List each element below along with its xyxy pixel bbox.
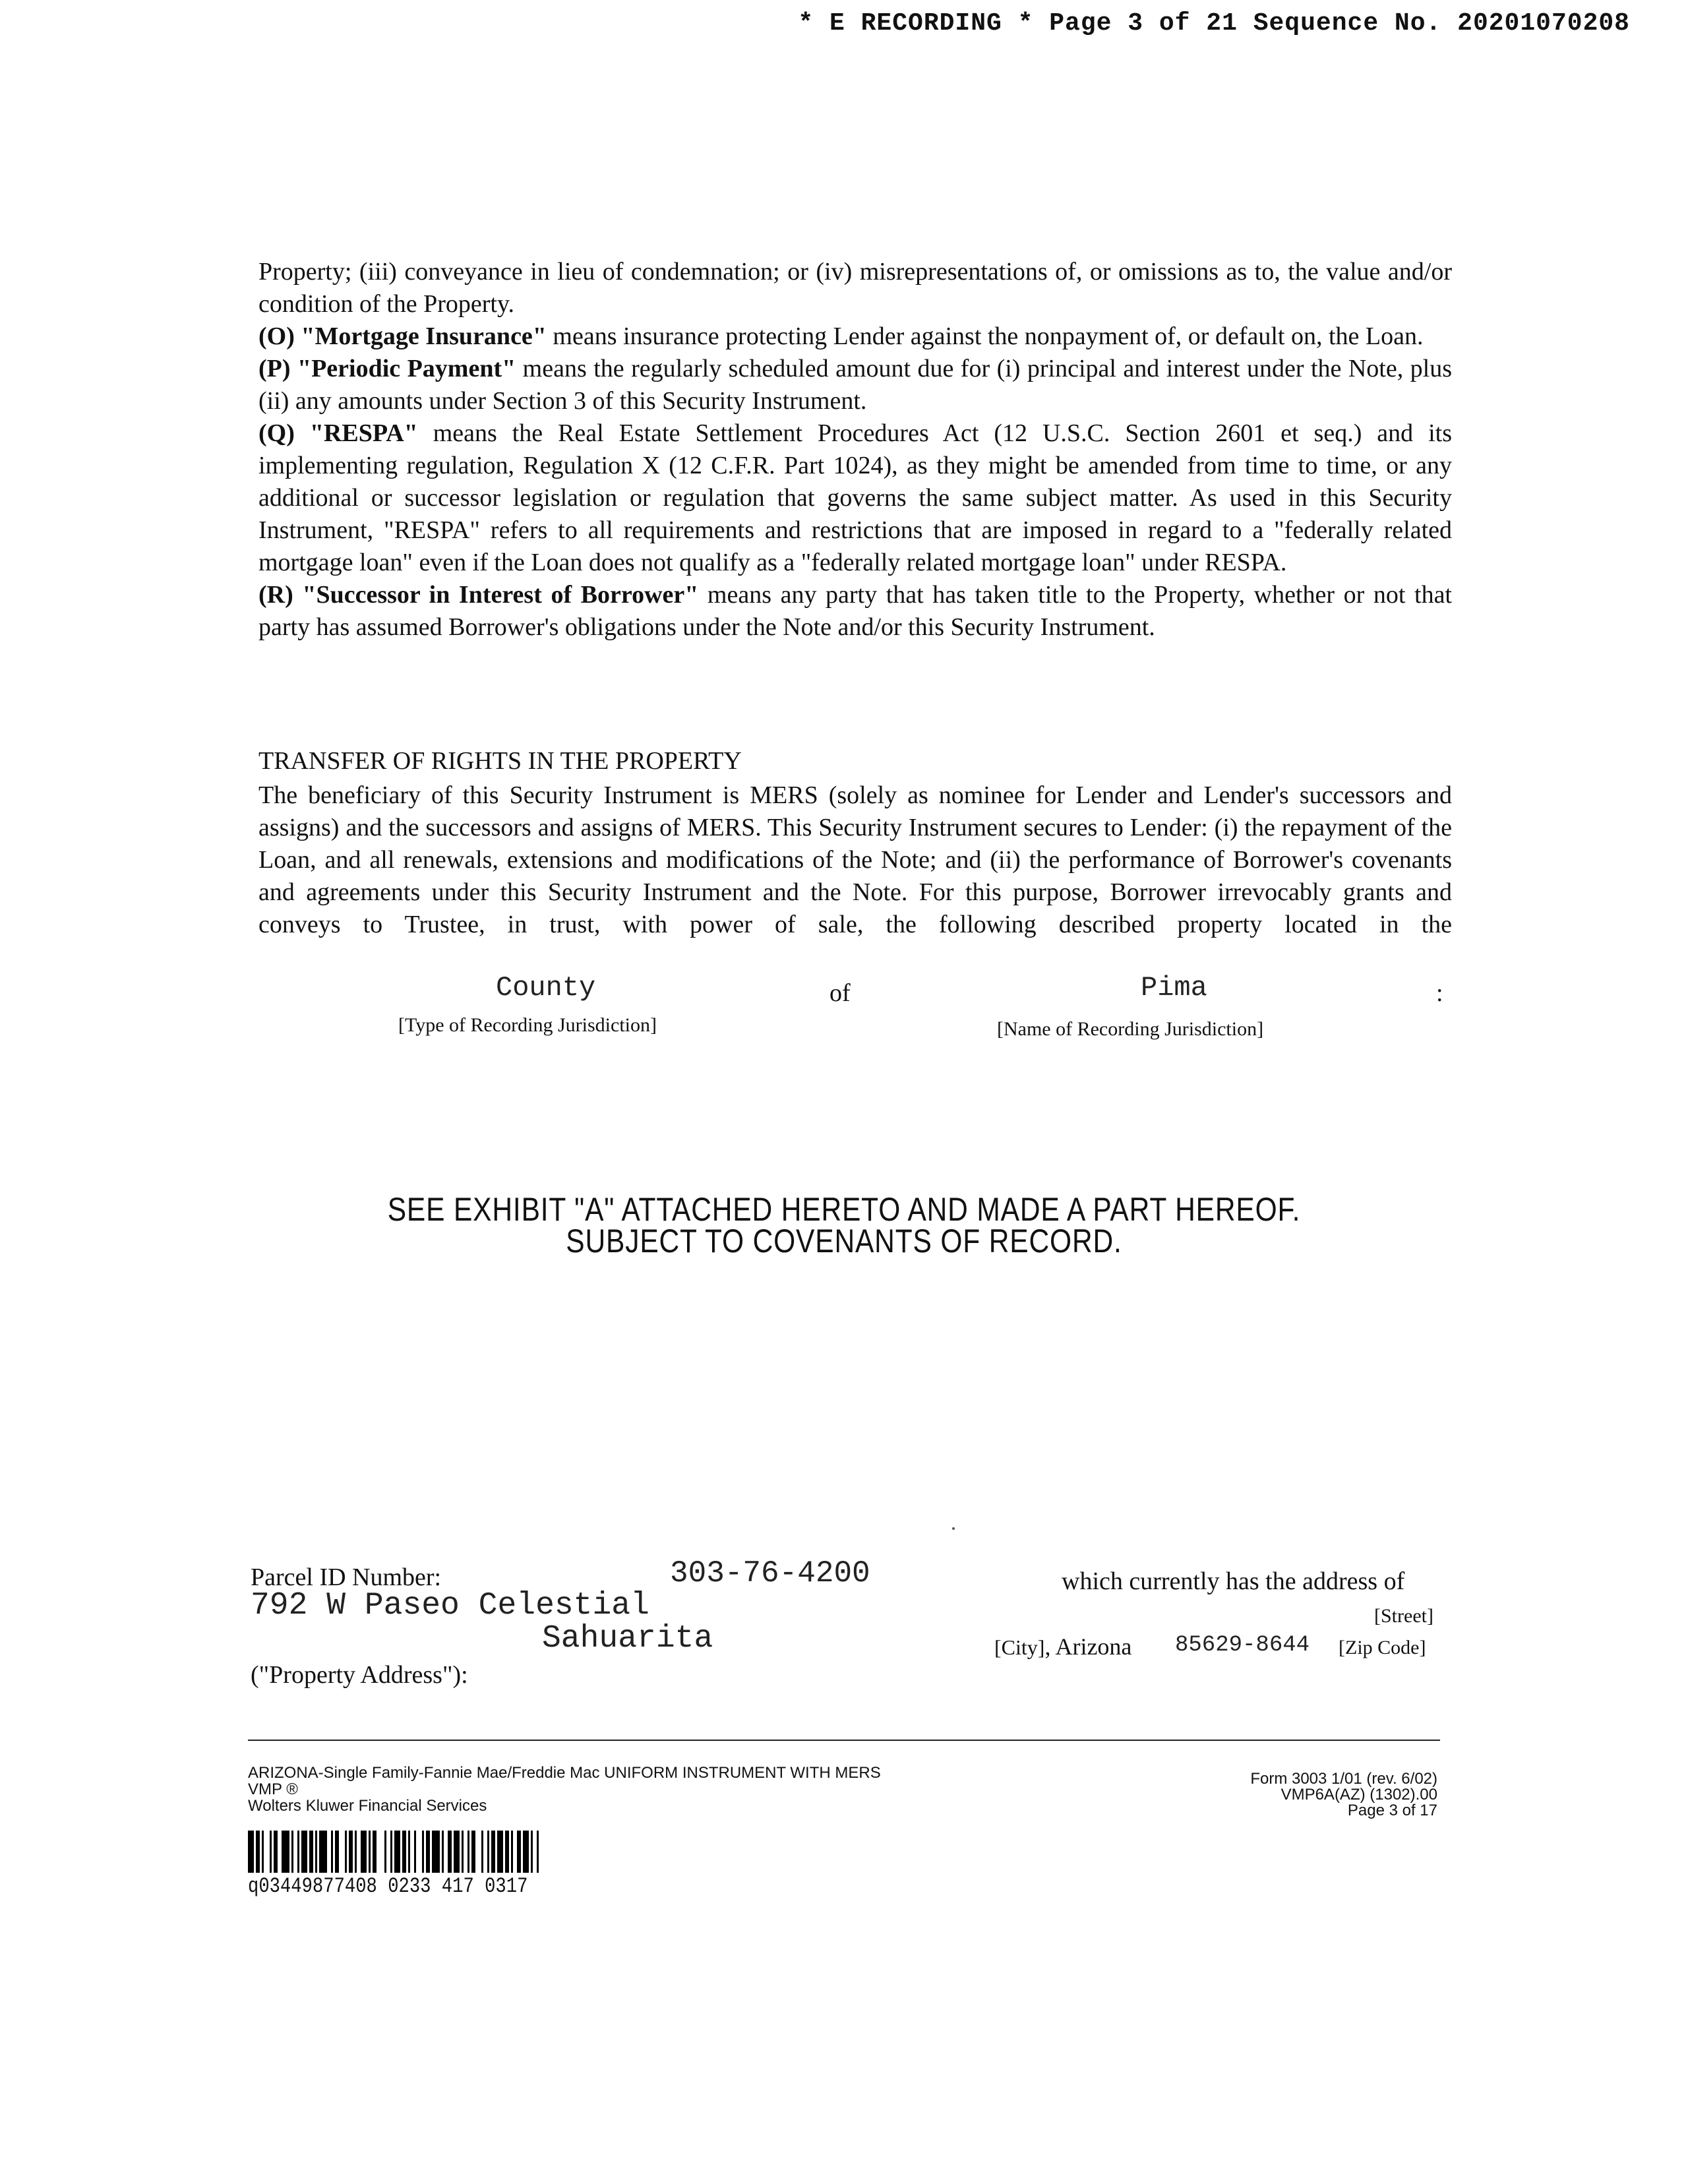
definition-label: (P)	[258, 355, 291, 382]
definition-term: "RESPA"	[309, 419, 418, 447]
street-value: 792 W Paseo Celestial	[251, 1588, 649, 1623]
transfer-text: The beneficiary of this Security Instrument is MERS (solely as nominee for Lender and Lender's successors and assigns) and the successors and assigns of MERS. This Security Instrument secures to Lender: (i) the repayment of the Loan, and all renewals, extensions and modifications of the Note; and (ii) the performance of Borrower's covenants and agreements under this Security Instrument and the Note. For this purpose, Borrower irrevocably grants and conveys to Trustee, in trust, with power of sale, the following described property located in the	[258, 781, 1452, 938]
city-label: [City]	[994, 1635, 1045, 1659]
transfer-heading: TRANSFER OF RIGHTS IN THE PROPERTY	[258, 747, 742, 775]
zip-label: [Zip Code]	[1339, 1637, 1426, 1658]
footer-page: Page 3 of 17	[1347, 1802, 1437, 1819]
definition-text: means the regularly scheduled amount due for (i) principal and interest under the Note, plus (ii) any amounts under Section 3 of this Security Instrument.	[258, 355, 1453, 415]
jurisdiction-name-label: [Name of Recording Jurisdiction]	[997, 1018, 1264, 1040]
jurisdiction-colon: :	[1436, 979, 1443, 1007]
definition-paragraph	[258, 256, 1452, 320]
definition-term: "Successor in Interest of Borrower"	[302, 581, 699, 609]
parcel-id-label: Parcel ID Number:	[251, 1563, 442, 1591]
paragraph-text: Property; (iii) conveyance in lieu of condemnation; or (iv) misrepresentations of, or omissions as to, the value and/or condition of the Property.	[258, 258, 1452, 318]
state-value: , Arizona	[1044, 1633, 1132, 1660]
recording-header: * E RECORDING * Page 3 of 21 Sequence No. 20201070208	[798, 9, 1630, 38]
parcel-id-number: 303-76-4200	[670, 1556, 870, 1591]
definition-label: (R)	[258, 581, 293, 609]
barcode-icon	[248, 1831, 709, 1873]
zip-value: 85629-8644	[1175, 1633, 1310, 1658]
footer-form-info	[248, 1765, 881, 1814]
definition-paragraph	[258, 417, 1452, 579]
definition-text: means any party that has taken title to the Property, whether or not that party has assumed Borrower's obligations under the Note and/or this Security Instrument.	[258, 581, 1452, 641]
jurisdiction-type-label: [Type of Recording Jurisdiction]	[398, 1014, 657, 1036]
stray-mark	[952, 1527, 955, 1530]
exhibit-line-2: SUBJECT TO COVENANTS OF RECORD.	[566, 1223, 1122, 1259]
definition-text: means the Real Estate Settlement Procedures Act (12 U.S.C. Section 2601 et seq.) and its implementing regulation, Regulation X (12 C.F.R. Part 1024), as they might be amended from time to time, or any additional or successor legislation or regulation that governs the same subject matter. As used in this Security Instrument, "RESPA" refers to all requirements and restrictions that are imposed in regard to a "federally related mortgage loan" even if the Loan does not qualify as a "federally related mortgage loan" under RESPA.	[258, 419, 1452, 576]
exhibit-reference	[127, 1191, 1561, 1259]
barcode-number: q03449877408 0233 417 0317	[248, 1874, 528, 1898]
footer-publisher: Wolters Kluwer Financial Services	[248, 1797, 487, 1815]
definitions-section	[258, 256, 1452, 644]
property-address-label: ("Property Address"):	[251, 1661, 468, 1689]
definition-label: (O)	[258, 322, 295, 350]
city-state	[994, 1633, 1131, 1660]
definition-paragraph	[258, 320, 1452, 353]
jurisdiction-type-value: County	[496, 972, 596, 1004]
address-lead: which currently has the address of	[1062, 1567, 1405, 1595]
footer-form: Form 3003 1/01 (rev. 6/02)	[1250, 1770, 1437, 1788]
exhibit-line-1: SEE EXHIBIT "A" ATTACHED HERETO AND MADE A PART HEREOF.	[387, 1191, 1301, 1228]
city-value: Sahuarita	[542, 1621, 713, 1656]
footer-form-number	[1250, 1771, 1437, 1819]
definition-term: "Mortgage Insurance"	[301, 322, 547, 350]
footer-vmp-code: VMP6A(AZ) (1302).00	[1281, 1786, 1437, 1804]
jurisdiction-of: of	[829, 979, 851, 1007]
footer-instrument-title: ARIZONA-Single Family-Fannie Mae/Freddie Mac UNIFORM INSTRUMENT WITH MERS	[248, 1764, 881, 1782]
street-label: [Street]	[1374, 1605, 1433, 1627]
definition-text: means insurance protecting Lender against the nonpayment of, or default on, the Loan.	[546, 322, 1424, 350]
definition-paragraph	[258, 353, 1452, 417]
footer-divider	[248, 1740, 1440, 1741]
definition-label: (Q)	[258, 419, 295, 447]
definition-term: "Periodic Payment"	[297, 355, 516, 382]
definition-paragraph	[258, 579, 1452, 644]
jurisdiction-name-value: Pima	[1141, 972, 1207, 1004]
footer-vmp: VMP ®	[248, 1780, 298, 1798]
